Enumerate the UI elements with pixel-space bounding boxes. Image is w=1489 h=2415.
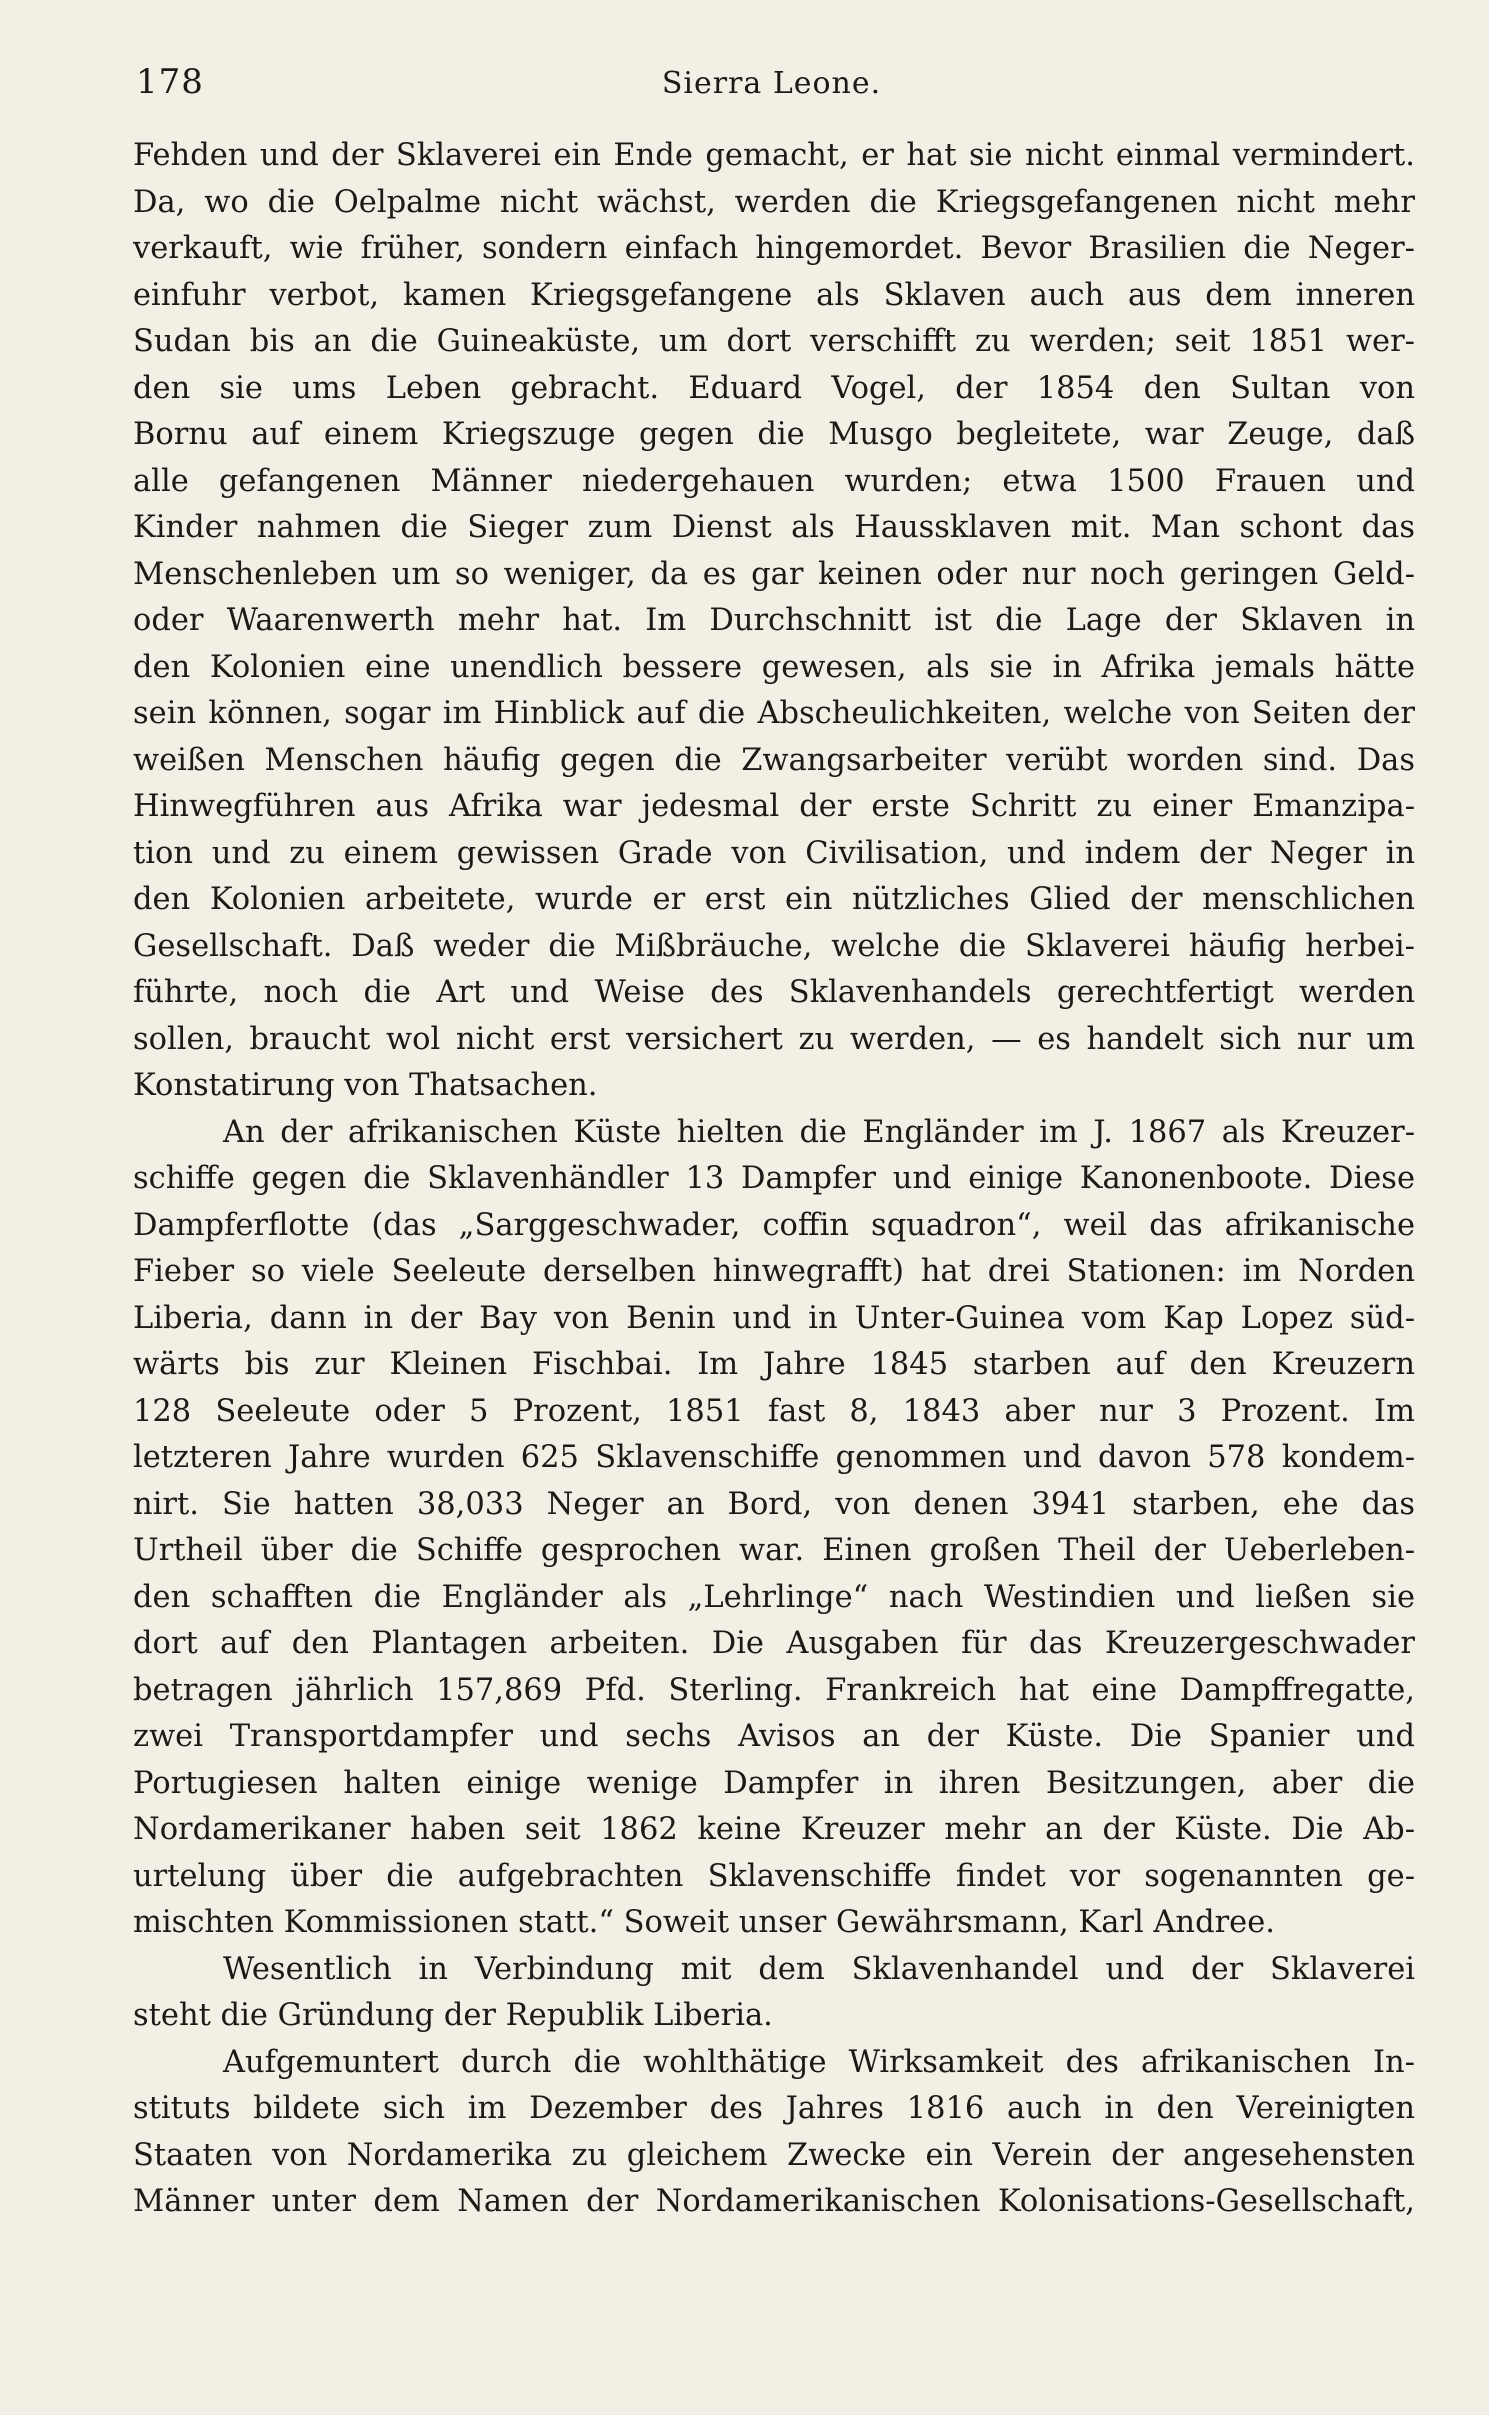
text-line: steht die Gründung der Republik Liberia. [133,1998,773,2033]
text-line: verkauft, wie früher, sondern einfach hingemordet. Bevor Brasilien die Neger- [133,231,1415,266]
text-line: urtelung über die aufgebrachten Sklavenschiffe findet vor sogenannten ge- [133,1858,1415,1894]
text-line: den schafften die Engländer als „Lehrlinge“ nach Westindien und ließen sie [133,1579,1415,1615]
text-line: den Kolonien arbeitete, wurde er erst ein nützliches Glied der menschlichen [133,882,1415,917]
body-text [133,133,1415,2226]
text-line: letzteren Jahre wurden 625 Sklavenschiffe genommen und davon 578 kondem- [133,1440,1415,1475]
text-line: Liberia, dann in der Bay von Benin und in Unter-Guinea vom Kap Lopez süd- [133,1300,1415,1336]
page-number: 178 [136,62,204,102]
text-line: betragen jährlich 157,869 Pfd. Sterling. Frankreich hat eine Dampffregatte, [133,1672,1415,1708]
text-line: Aufgemuntert durch die wohlthätige Wirksamkeit des afrikanischen In- [223,2044,1415,2080]
text-line: einfuhr verbot, kamen Kriegsgefangene als Sklaven auch aus dem inneren [133,277,1415,313]
text-line: Urtheil über die Schiffe gesprochen war. Einen großen Theil der Ueberleben- [133,1533,1415,1568]
text-line: Da, wo die Oelpalme nicht wächst, werden die Kriegsgefangenen nicht mehr [133,184,1415,220]
text-line: Kinder nahmen die Sieger zum Dienst als Haussklaven mit. Man schont das [133,510,1415,545]
text-line: stituts bildete sich im Dezember des Jahres 1816 auch in den Vereinigten [133,2091,1415,2126]
text-line: Sudan bis an die Guineaküste, um dort verschifft zu werden; seit 1851 wer- [133,324,1415,359]
text-line: sollen, braucht wol nicht erst versichert zu werden, — es handelt sich nur um [133,1021,1415,1057]
text-line: Staaten von Nordamerika zu gleichem Zwecke ein Verein der angesehensten [133,2137,1415,2173]
text-line: den Kolonien eine unendlich bessere gewesen, als sie in Afrika jemals hätte [133,649,1415,685]
text-line: Bornu auf einem Kriegszuge gegen die Musgo begleitete, war Zeuge, daß [133,417,1415,452]
text-line: schiffe gegen die Sklavenhändler 13 Dampfer und einige Kanonenboote. Diese [133,1161,1415,1196]
text-line: wärts bis zur Kleinen Fischbai. Im Jahre 1845 starben auf den Kreuzern [133,1347,1415,1382]
text-line: 128 Seeleute oder 5 Prozent, 1851 fast 8, 1843 aber nur 3 Prozent. Im [133,1393,1415,1429]
text-line: Menschenleben um so weniger, da es gar keinen oder nur noch geringen Geld- [133,556,1415,592]
text-line: Fehden und der Sklaverei ein Ende gemacht, er hat sie nicht einmal vermindert. [133,138,1415,173]
text-line: Fieber so viele Seeleute derselben hinwegrafft) hat drei Stationen: im Norden [133,1254,1415,1289]
text-line: dort auf den Plantagen arbeiten. Die Ausgaben für das Kreuzergeschwader [133,1626,1415,1661]
text-line: Konstatirung von Thatsachen. [133,1068,598,1103]
text-line: Portugiesen halten einige wenige Dampfer in ihren Besitzungen, aber die [133,1765,1415,1801]
text-line: den sie ums Leben gebracht. Eduard Vogel, der 1854 den Sultan von [133,370,1415,406]
text-line: alle gefangenen Männer niedergehauen wurden; etwa 1500 Frauen und [133,463,1415,499]
text-line: Dampferflotte (das „Sarggeschwader, coffin squadron“, weil das afrikanische [133,1207,1415,1243]
text-line: Hinwegführen aus Afrika war jedesmal der erste Schritt zu einer Emanzipa- [133,789,1415,824]
page-header [128,62,1415,112]
running-title: Sierra Leone. [661,66,882,101]
text-line: mischten Kommissionen statt.“ Soweit unser Gewährsmann, Karl Andree. [133,1905,1275,1940]
text-line: An der afrikanischen Küste hielten die Engländer im J. 1867 als Kreuzer- [223,1114,1415,1150]
text-line: Männer unter dem Namen der Nordamerikanischen Kolonisations-Gesellschaft, [133,2184,1415,2219]
text-line: nirt. Sie hatten 38,033 Neger an Bord, von denen 3941 starben, ehe das [133,1486,1415,1522]
text-line: sein können, sogar im Hinblick auf die Abscheulichkeiten, welche von Seiten der [133,696,1415,731]
text-line: tion und zu einem gewissen Grade von Civilisation, und indem der Neger in [133,835,1415,871]
text-line: Gesellschaft. Daß weder die Mißbräuche, welche die Sklaverei häufig herbei- [133,928,1415,964]
text-line: weißen Menschen häufig gegen die Zwangsarbeiter verübt worden sind. Das [133,742,1415,778]
text-line: oder Waarenwerth mehr hat. Im Durchschnitt ist die Lage der Sklaven in [133,603,1415,638]
text-line: führte, noch die Art und Weise des Sklavenhandels gerechtfertigt werden [133,975,1415,1010]
text-line: Nordamerikaner haben seit 1862 keine Kreuzer mehr an der Küste. Die Ab- [133,1812,1415,1847]
text-line: zwei Transportdampfer und sechs Avisos an der Küste. Die Spanier und [133,1719,1415,1754]
text-line: Wesentlich in Verbindung mit dem Sklavenhandel und der Sklaverei [223,1951,1415,1987]
